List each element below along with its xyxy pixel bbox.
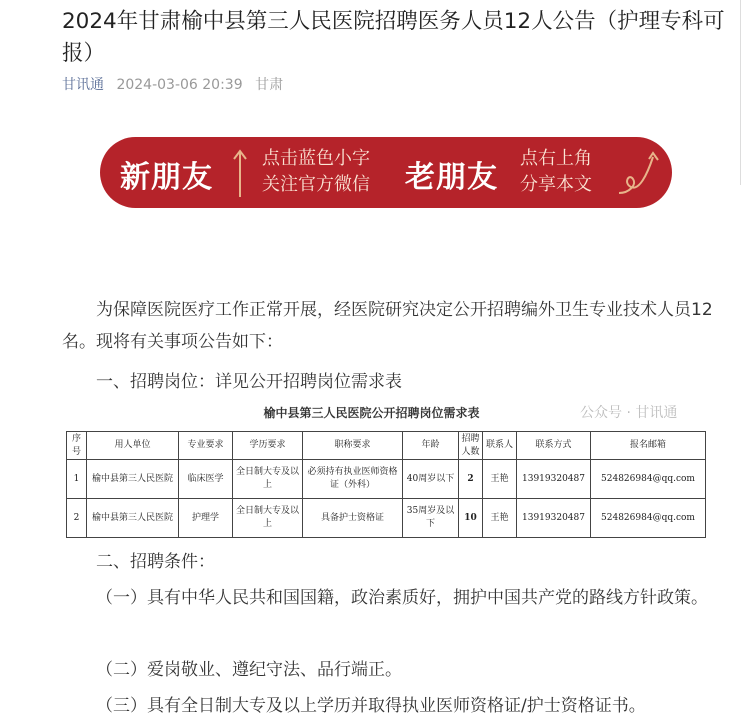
- cell: 王艳: [483, 499, 517, 538]
- table-row: [67, 460, 706, 499]
- cell: 2: [459, 460, 483, 499]
- col-header: 学历要求: [233, 432, 303, 460]
- old-friend-hint: [520, 146, 592, 198]
- cell: 榆中县第三人民医院: [87, 499, 179, 538]
- cell: 35周岁及以下: [403, 499, 459, 538]
- account-link[interactable]: 甘讯通: [62, 77, 104, 93]
- cell: 10: [459, 499, 483, 538]
- cell: 13919320487: [517, 460, 591, 499]
- cell: 40周岁以下: [403, 460, 459, 499]
- old-friend-label: 老朋友: [405, 160, 498, 195]
- watermark: 公众号 · 甘讯通: [580, 405, 678, 421]
- share-arrow-icon: [615, 149, 663, 197]
- condition-2: （二）爱岗敬业、遵纪守法、品行端正。: [96, 660, 402, 680]
- table-header-row: [67, 432, 706, 460]
- col-header: 招聘人数: [459, 432, 483, 460]
- cell: 13919320487: [517, 499, 591, 538]
- section-heading: 二、招聘条件：: [96, 552, 215, 572]
- col-header: 联系方式: [517, 432, 591, 460]
- article-meta: [62, 74, 291, 94]
- location: 甘肃: [255, 77, 284, 93]
- arrow-up-icon: [232, 147, 248, 199]
- cell: 1: [67, 460, 87, 499]
- cell: 临床医学: [179, 460, 233, 499]
- cell: 榆中县第三人民医院: [87, 460, 179, 499]
- hint-line: 关注官方微信: [262, 174, 370, 195]
- col-header: 年龄: [403, 432, 459, 460]
- cell: 524826984@qq.com: [591, 460, 706, 499]
- cell: 全日制大专及以上: [233, 499, 303, 538]
- table-row: [67, 499, 706, 538]
- cell: 全日制大专及以上: [233, 460, 303, 499]
- col-header: 专业要求: [179, 432, 233, 460]
- col-header: 联系人: [483, 432, 517, 460]
- condition-1: （一）具有中华人民共和国国籍，政治素质好，拥护中国共产党的路线方针政策。: [96, 588, 708, 608]
- intro-paragraph: 为保障医院医疗工作正常开展，经医院研究决定公开招聘编外卫生专业技术人员12名。现将有关事项公告如下：: [62, 300, 713, 352]
- col-header: 报名邮箱: [591, 432, 706, 460]
- cell: 2: [67, 499, 87, 538]
- new-friend-label: 新朋友: [120, 160, 213, 195]
- publish-date: 2024-03-06 20:39: [116, 77, 243, 93]
- section-heading: 一、招聘岗位：详见公开招聘岗位需求表: [96, 372, 402, 392]
- new-friend-hint: [262, 146, 370, 198]
- cell: 王艳: [483, 460, 517, 499]
- hint-line: 点右上角: [520, 148, 592, 169]
- col-header: 职称要求: [303, 432, 403, 460]
- condition-3: （三）具有全日制大专及以上学历并取得执业医师资格证/护士资格证书。: [96, 696, 646, 716]
- cell: 必须持有执业医师资格证（外科）: [303, 460, 403, 499]
- hint-line: 分享本文: [520, 174, 592, 195]
- cell: 具备护士资格证: [303, 499, 403, 538]
- positions-table: [66, 431, 706, 538]
- col-header: 序号: [67, 432, 87, 460]
- divider: [740, 0, 741, 185]
- follow-banner: [100, 137, 672, 208]
- cell: 护理学: [179, 499, 233, 538]
- table-title: 榆中县第三人民医院公开招聘岗位需求表: [263, 406, 480, 420]
- col-header: 用人单位: [87, 432, 179, 460]
- article-title: 2024年甘肃榆中县第三人民医院招聘医务人员12人公告（护理专科可报）: [62, 9, 725, 66]
- cell: 524826984@qq.com: [591, 499, 706, 538]
- hint-line: 点击蓝色小字: [262, 148, 370, 169]
